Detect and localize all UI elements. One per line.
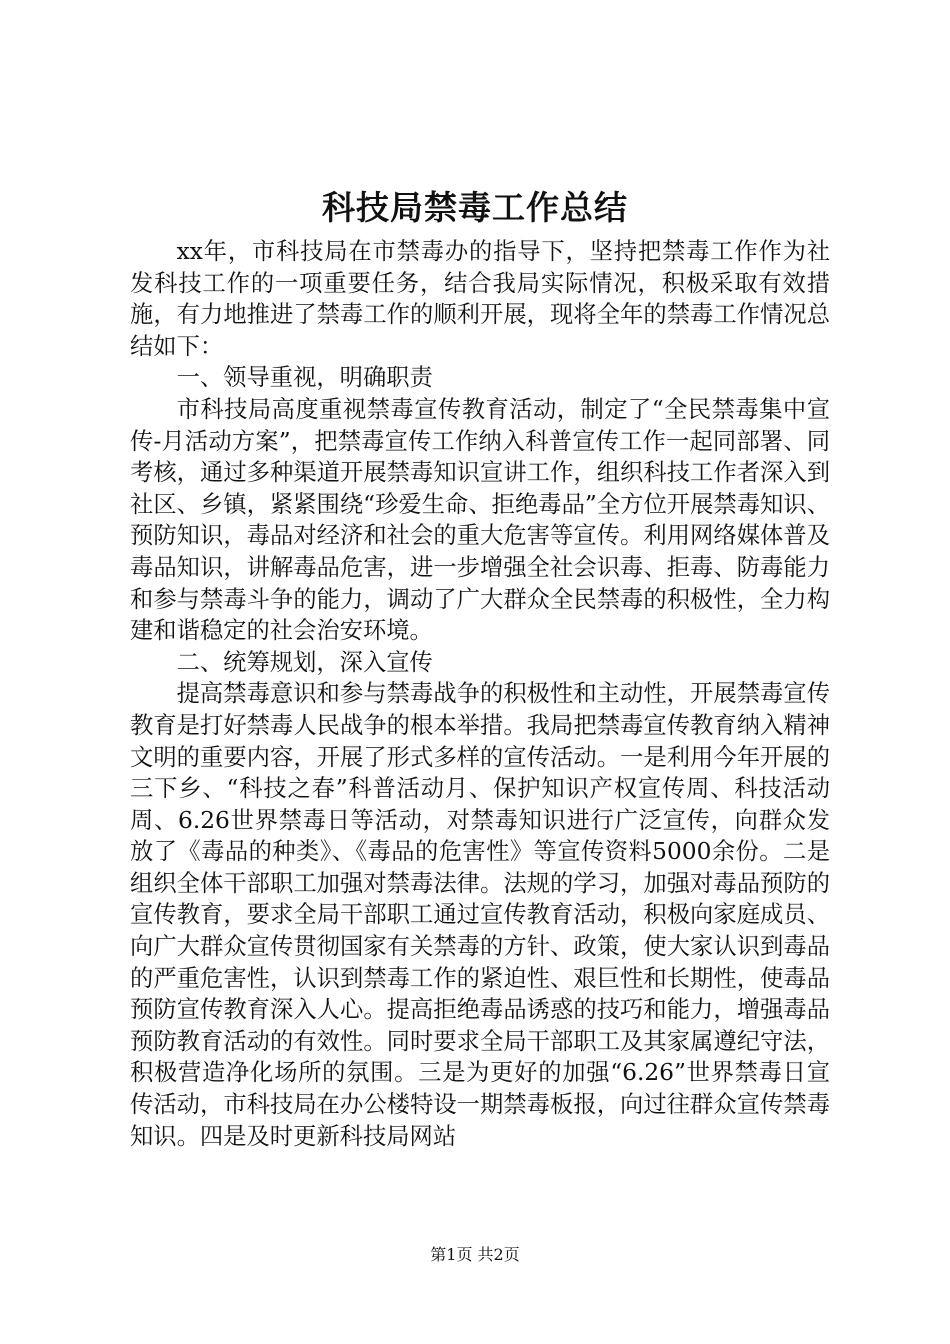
section-2-paragraph: 提高禁毒意识和参与禁毒战争的积极性和主动性，开展禁毒宣传教育是打好禁毒人民战争的根本举措。我局把禁毒宣传教育纳入精神文明的重要内容，开展了形式多样的宣传活动。一是利用今年开展的三下乡、“科技之春”科普活动月、保护知识产权宣传周、科技活动周、6.26世界禁毒日等活动，对禁毒知识进行广泛宣传，向群众发放了《毒品的种类》、《毒品的危害性》等宣传资料5000余份。二是组织全体干部职工加强对禁毒法律。法规的学习，加强对毒品预防的宣传教育，要求全局干部职工通过宣传教育活动，积极向家庭成员、向广大群众宣传贯彻国家有关禁毒的方针、政策，使大家认识到毒品的严重危害性，认识到禁毒工作的紧迫性、艰巨性和长期性，使毒品预防宣传教育深入人心。提高拒绝毒品诱惑的技巧和能力，增强毒品预防教育活动的有效性。同时要求全局干部职工及其家属遵纪守法，积极营造净化场所的氛围。三是为更好的加强“6.26”世界禁毒日宣传活动，市科技局在办公楼特设一期禁毒板报，向过往群众宣传禁毒知识。四是及时更新科技局网站 bbox=[130, 680, 830, 1150]
document-body bbox=[130, 236, 830, 1152]
page-number-footer: 第1页 共2页 bbox=[430, 1245, 520, 1264]
section-heading-1: 一、领导重视，明确职责 bbox=[176, 364, 433, 392]
section-1-paragraph: 市科技局高度重视禁毒宣传教育活动，制定了“全民禁毒集中宣传-月活动方案”，把禁毒宣传工作纳入科普宣传工作一起同部署、同考核，通过多种渠道开展禁毒知识宣讲工作，组织科技工作者深入到社区、乡镇，紧紧围绕“珍爱生命、拒绝毒品”全方位开展禁毒知识、预防知识，毒品对经济和社会的重大危害等宣传。利用网络媒体普及毒品知识，讲解毒品危害，进一步增强全社会识毒、拒毒、防毒能力和参与禁毒斗争的能力，调动了广大群众全民禁毒的积极性，全力构建和谐稳定的社会治安环境。 bbox=[130, 395, 830, 645]
section-heading-2: 二、统筹规划，深入宣传 bbox=[176, 648, 433, 676]
document-title: 科技局禁毒工作总结 bbox=[322, 188, 628, 227]
intro-paragraph: xx年，市科技局在市禁毒办的指导下，坚持把禁毒工作作为社发科技工作的一项重要任务，结合我局实际情况，积极采取有效措施，有力地推进了禁毒工作的顺利开展，现将全年的禁毒工作情况总结如下： bbox=[130, 238, 830, 360]
